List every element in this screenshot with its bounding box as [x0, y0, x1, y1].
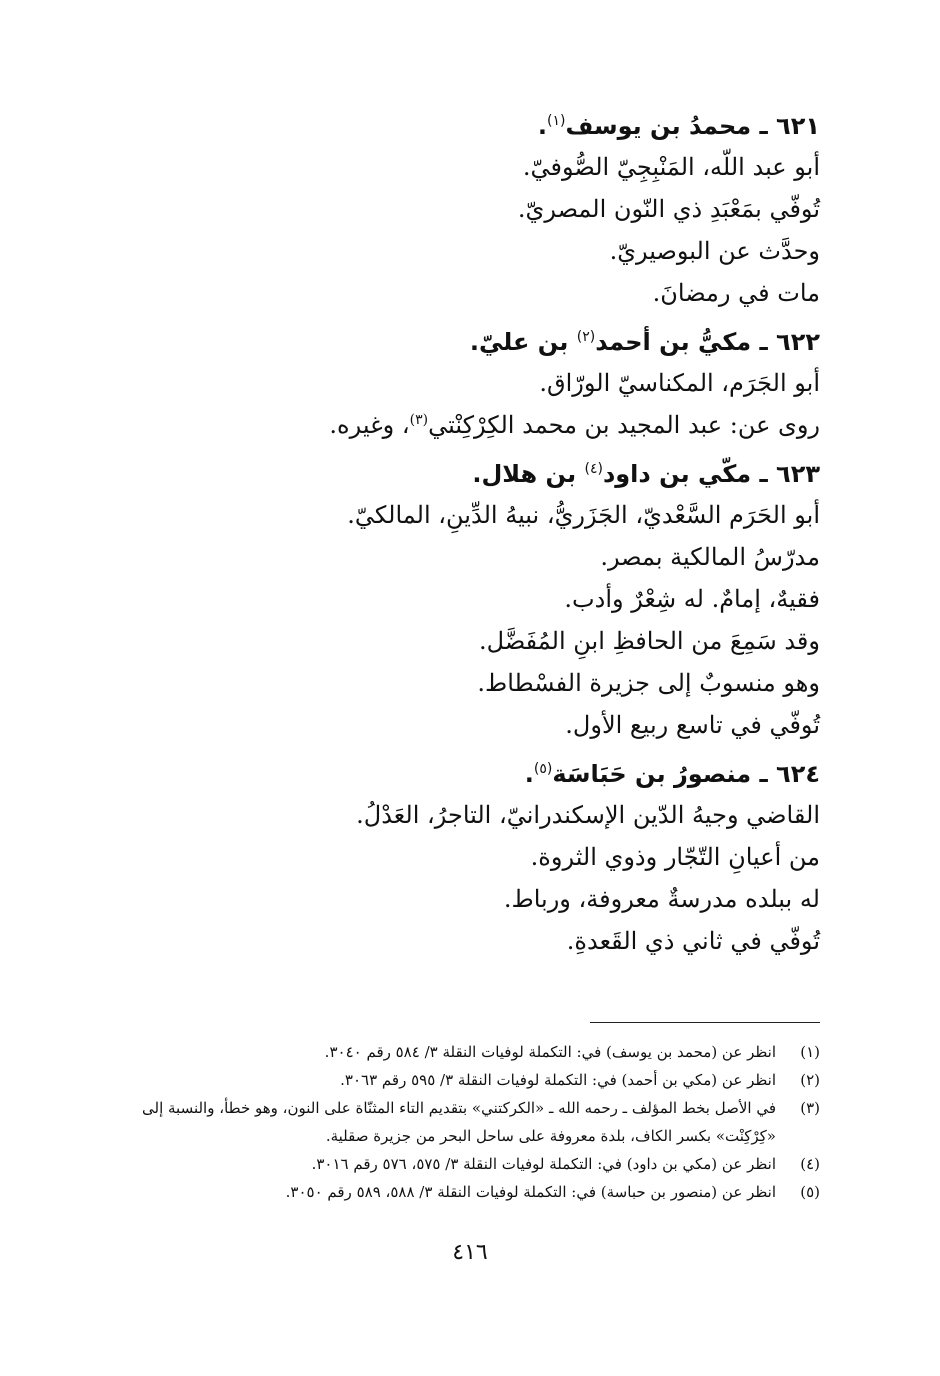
entry-title-621: [260, 106, 820, 146]
footnote-3: [120, 1094, 820, 1150]
footnote-divider: [590, 1022, 820, 1023]
footnote-text: انظر عن (منصور بن حباسة) في: التكملة لوفيات النقلة ٣/ ٥٨٨، ٥٨٩ رقم ٣٠٥٠.: [285, 1183, 776, 1201]
entry-line: وقد سَمِعَ من الحافظِ ابنِ المُفَضَّل.: [479, 627, 820, 655]
entry-title-624: [260, 754, 820, 794]
entry-line: تُوفّي بمَعْبَدِ ذي النّون المصريّ.: [517, 195, 820, 223]
entry-title-suffix: .: [537, 112, 547, 140]
entry-line: أبو عبد اللّه، المَنْبِجِيّ الصُّوفيّ.: [522, 153, 820, 181]
entry-line-with-ref: [260, 404, 820, 446]
entry-line: أبو الحَرَم السَّعْديّ، الجَزَريُّ، نبيهُ الدِّينِ، المالكيّ.: [347, 501, 820, 529]
entry-line: أبو الجَرَم، المكناسيّ الورّاق.: [539, 369, 820, 397]
entry-title-text: ٦٢٤ ـ منصورُ بن حَبَاسَة: [552, 760, 820, 788]
entry-line: وحدَّث عن البوصيريّ.: [609, 237, 820, 265]
entry-title-text: ٦٢١ ـ محمدُ بن يوسف: [565, 112, 820, 140]
footnote-ref-5[interactable]: (٥): [533, 761, 553, 777]
entry-line: مات في رمضانَ.: [652, 279, 820, 307]
entry-line: تُوفّي في ثاني ذي القَعدةِ.: [566, 927, 820, 955]
footnote-1: [120, 1038, 820, 1066]
footnote-4: [120, 1150, 820, 1178]
entry-title-text: ٦٢٢ ـ مكيُّ بن أحمد: [595, 328, 820, 356]
entry-title-622: [260, 322, 820, 362]
entry-line-text: روى عن: عبد المجيد بن محمد الكِرْكِنْتي: [428, 411, 820, 439]
entry-line: وهو منسوبٌ إلى جزيرة الفسْطاط.: [477, 669, 820, 697]
footnote-number: (٣): [800, 1099, 820, 1117]
entry-title-623: [260, 454, 820, 494]
footnote-number: (٤): [800, 1155, 820, 1173]
footnote-ref-4[interactable]: (٤): [584, 461, 603, 477]
page-number: ٤١٦: [452, 1240, 488, 1265]
entry-line: فقيهٌ، إمامٌ. له شِعْرٌ وأدب.: [564, 585, 820, 613]
entry-title-suffix: .: [524, 760, 534, 788]
entry-line: تُوفّي في تاسع ربيع الأول.: [565, 711, 820, 739]
footnote-5: [120, 1178, 820, 1206]
footnote-number: (١): [800, 1043, 820, 1061]
entry-title-suffix: بن عليّ.: [469, 328, 577, 356]
entry-line: القاضي وجيهُ الدّين الإسكندرانيّ، التاجرُ، العَدْلُ.: [356, 801, 820, 829]
footnote-text: انظر عن (محمد بن يوسف) في: التكملة لوفيات النقلة ٣/ ٥٨٤ رقم ٣٠٤٠.: [324, 1043, 776, 1061]
entry-line: له ببلده مدرسةٌ معروفة، ورباط.: [503, 885, 820, 913]
footnote-ref-1[interactable]: (١): [546, 113, 566, 129]
footnote-text: انظر عن (مكي بن أحمد) في: التكملة لوفيات النقلة ٣/ ٥٩٥ رقم ٣٠٦٣.: [340, 1071, 776, 1089]
footnote-text: انظر عن (مكي بن داود) في: التكملة لوفيات النقلة ٣/ ٥٧٥، ٥٧٦ رقم ٣٠١٦.: [311, 1155, 776, 1173]
entry-title-suffix: بن هلال.: [472, 460, 585, 488]
main-text: [260, 106, 820, 962]
footnote-number: (٥): [800, 1183, 820, 1201]
entry-line-suffix: ، وغيره.: [329, 411, 410, 439]
entry-line: من أعيانِ التّجّار وذوي الثروة.: [530, 843, 820, 871]
footnote-ref-3[interactable]: (٣): [409, 412, 429, 428]
footnote-number: (٢): [800, 1071, 820, 1089]
entry-line: مدرّسُ المالكية بمصر.: [600, 543, 820, 571]
entry-title-text: ٦٢٣ ـ مكّي بن داود: [602, 460, 820, 488]
footnote-text: في الأصل بخط المؤلف ـ رحمه الله ـ «الكركتني» بتقديم التاء المثنّاة على النون، وهو خطأ، والنسبة إلى «كِرْكِنْت» بكسر الكاف، بلدة معروفة على ساحل البحر من جزيرة صقلية.: [142, 1099, 776, 1145]
footnote-2: [120, 1066, 820, 1094]
footnote-ref-2[interactable]: (٢): [576, 329, 596, 345]
footnotes: [120, 1038, 820, 1206]
